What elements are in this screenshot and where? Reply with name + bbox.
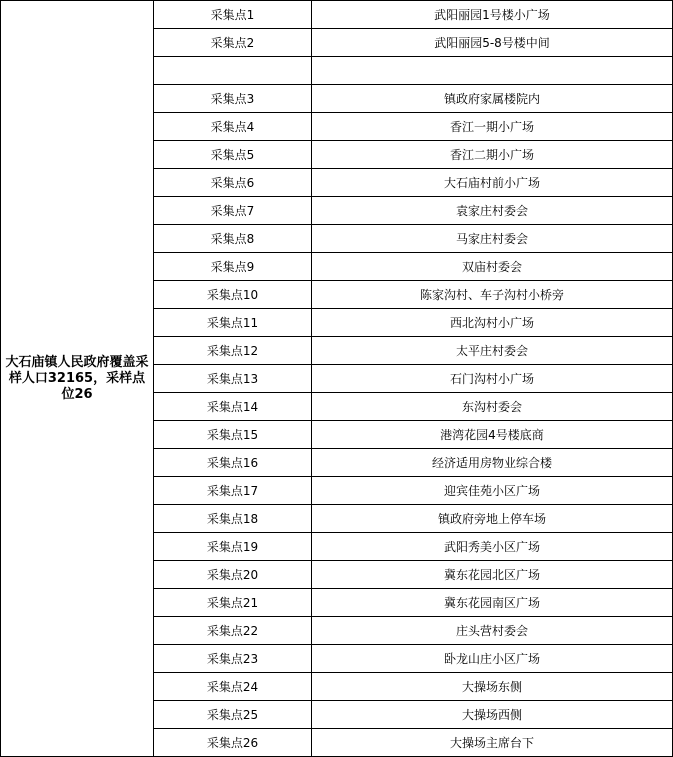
location-cell: 西北沟村小广场 (312, 309, 673, 337)
location-cell: 卧龙山庄小区广场 (312, 645, 673, 673)
point-cell: 采集点2 (154, 29, 312, 57)
point-cell: 采集点24 (154, 673, 312, 701)
point-cell: 采集点26 (154, 729, 312, 757)
location-cell: 武阳丽园5-8号楼中间 (312, 29, 673, 57)
point-cell: 采集点7 (154, 197, 312, 225)
point-cell: 采集点5 (154, 141, 312, 169)
point-cell: 采集点20 (154, 561, 312, 589)
location-cell: 陈家沟村、车子沟村小桥旁 (312, 281, 673, 309)
point-cell: 采集点11 (154, 309, 312, 337)
location-cell: 镇政府旁地上停车场 (312, 505, 673, 533)
location-cell: 港湾花园4号楼底商 (312, 421, 673, 449)
point-cell: 采集点3 (154, 85, 312, 113)
point-cell: 采集点4 (154, 113, 312, 141)
location-cell: 武阳秀美小区广场 (312, 533, 673, 561)
point-cell: 采集点16 (154, 449, 312, 477)
point-cell: 采集点8 (154, 225, 312, 253)
point-cell: 采集点25 (154, 701, 312, 729)
location-cell: 经济适用房物业综合楼 (312, 449, 673, 477)
location-cell: 大操场主席台下 (312, 729, 673, 757)
point-cell: 采集点17 (154, 477, 312, 505)
location-cell: 太平庄村委会 (312, 337, 673, 365)
point-cell: 采集点22 (154, 617, 312, 645)
point-cell: 采集点13 (154, 365, 312, 393)
point-cell: 采集点14 (154, 393, 312, 421)
location-cell: 东沟村委会 (312, 393, 673, 421)
point-cell: 采集点15 (154, 421, 312, 449)
location-cell: 双庙村委会 (312, 253, 673, 281)
location-cell: 冀东花园北区广场 (312, 561, 673, 589)
location-cell: 武阳丽园1号楼小广场 (312, 1, 673, 29)
point-cell: 采集点23 (154, 645, 312, 673)
point-cell: 采集点9 (154, 253, 312, 281)
table-row (1, 1, 673, 29)
point-cell: 采集点6 (154, 169, 312, 197)
location-cell: 马家庄村委会 (312, 225, 673, 253)
location-cell: 石门沟村小广场 (312, 365, 673, 393)
location-cell: 香江二期小广场 (312, 141, 673, 169)
point-cell: 采集点19 (154, 533, 312, 561)
point-cell: 采集点21 (154, 589, 312, 617)
point-cell: 采集点12 (154, 337, 312, 365)
group-label-cell: 大石庙镇人民政府覆盖采样人口32165，采样点位26 (1, 1, 154, 757)
point-cell (154, 57, 312, 85)
location-cell: 大操场东侧 (312, 673, 673, 701)
location-cell: 迎宾佳苑小区广场 (312, 477, 673, 505)
location-cell: 香江一期小广场 (312, 113, 673, 141)
table-body (1, 1, 673, 757)
location-cell: 庄头营村委会 (312, 617, 673, 645)
location-cell: 大操场西侧 (312, 701, 673, 729)
location-cell: 大石庙村前小广场 (312, 169, 673, 197)
point-cell: 采集点1 (154, 1, 312, 29)
location-cell: 冀东花园南区广场 (312, 589, 673, 617)
point-cell: 采集点10 (154, 281, 312, 309)
location-cell: 袁家庄村委会 (312, 197, 673, 225)
point-cell: 采集点18 (154, 505, 312, 533)
location-cell (312, 57, 673, 85)
location-cell: 镇政府家属楼院内 (312, 85, 673, 113)
